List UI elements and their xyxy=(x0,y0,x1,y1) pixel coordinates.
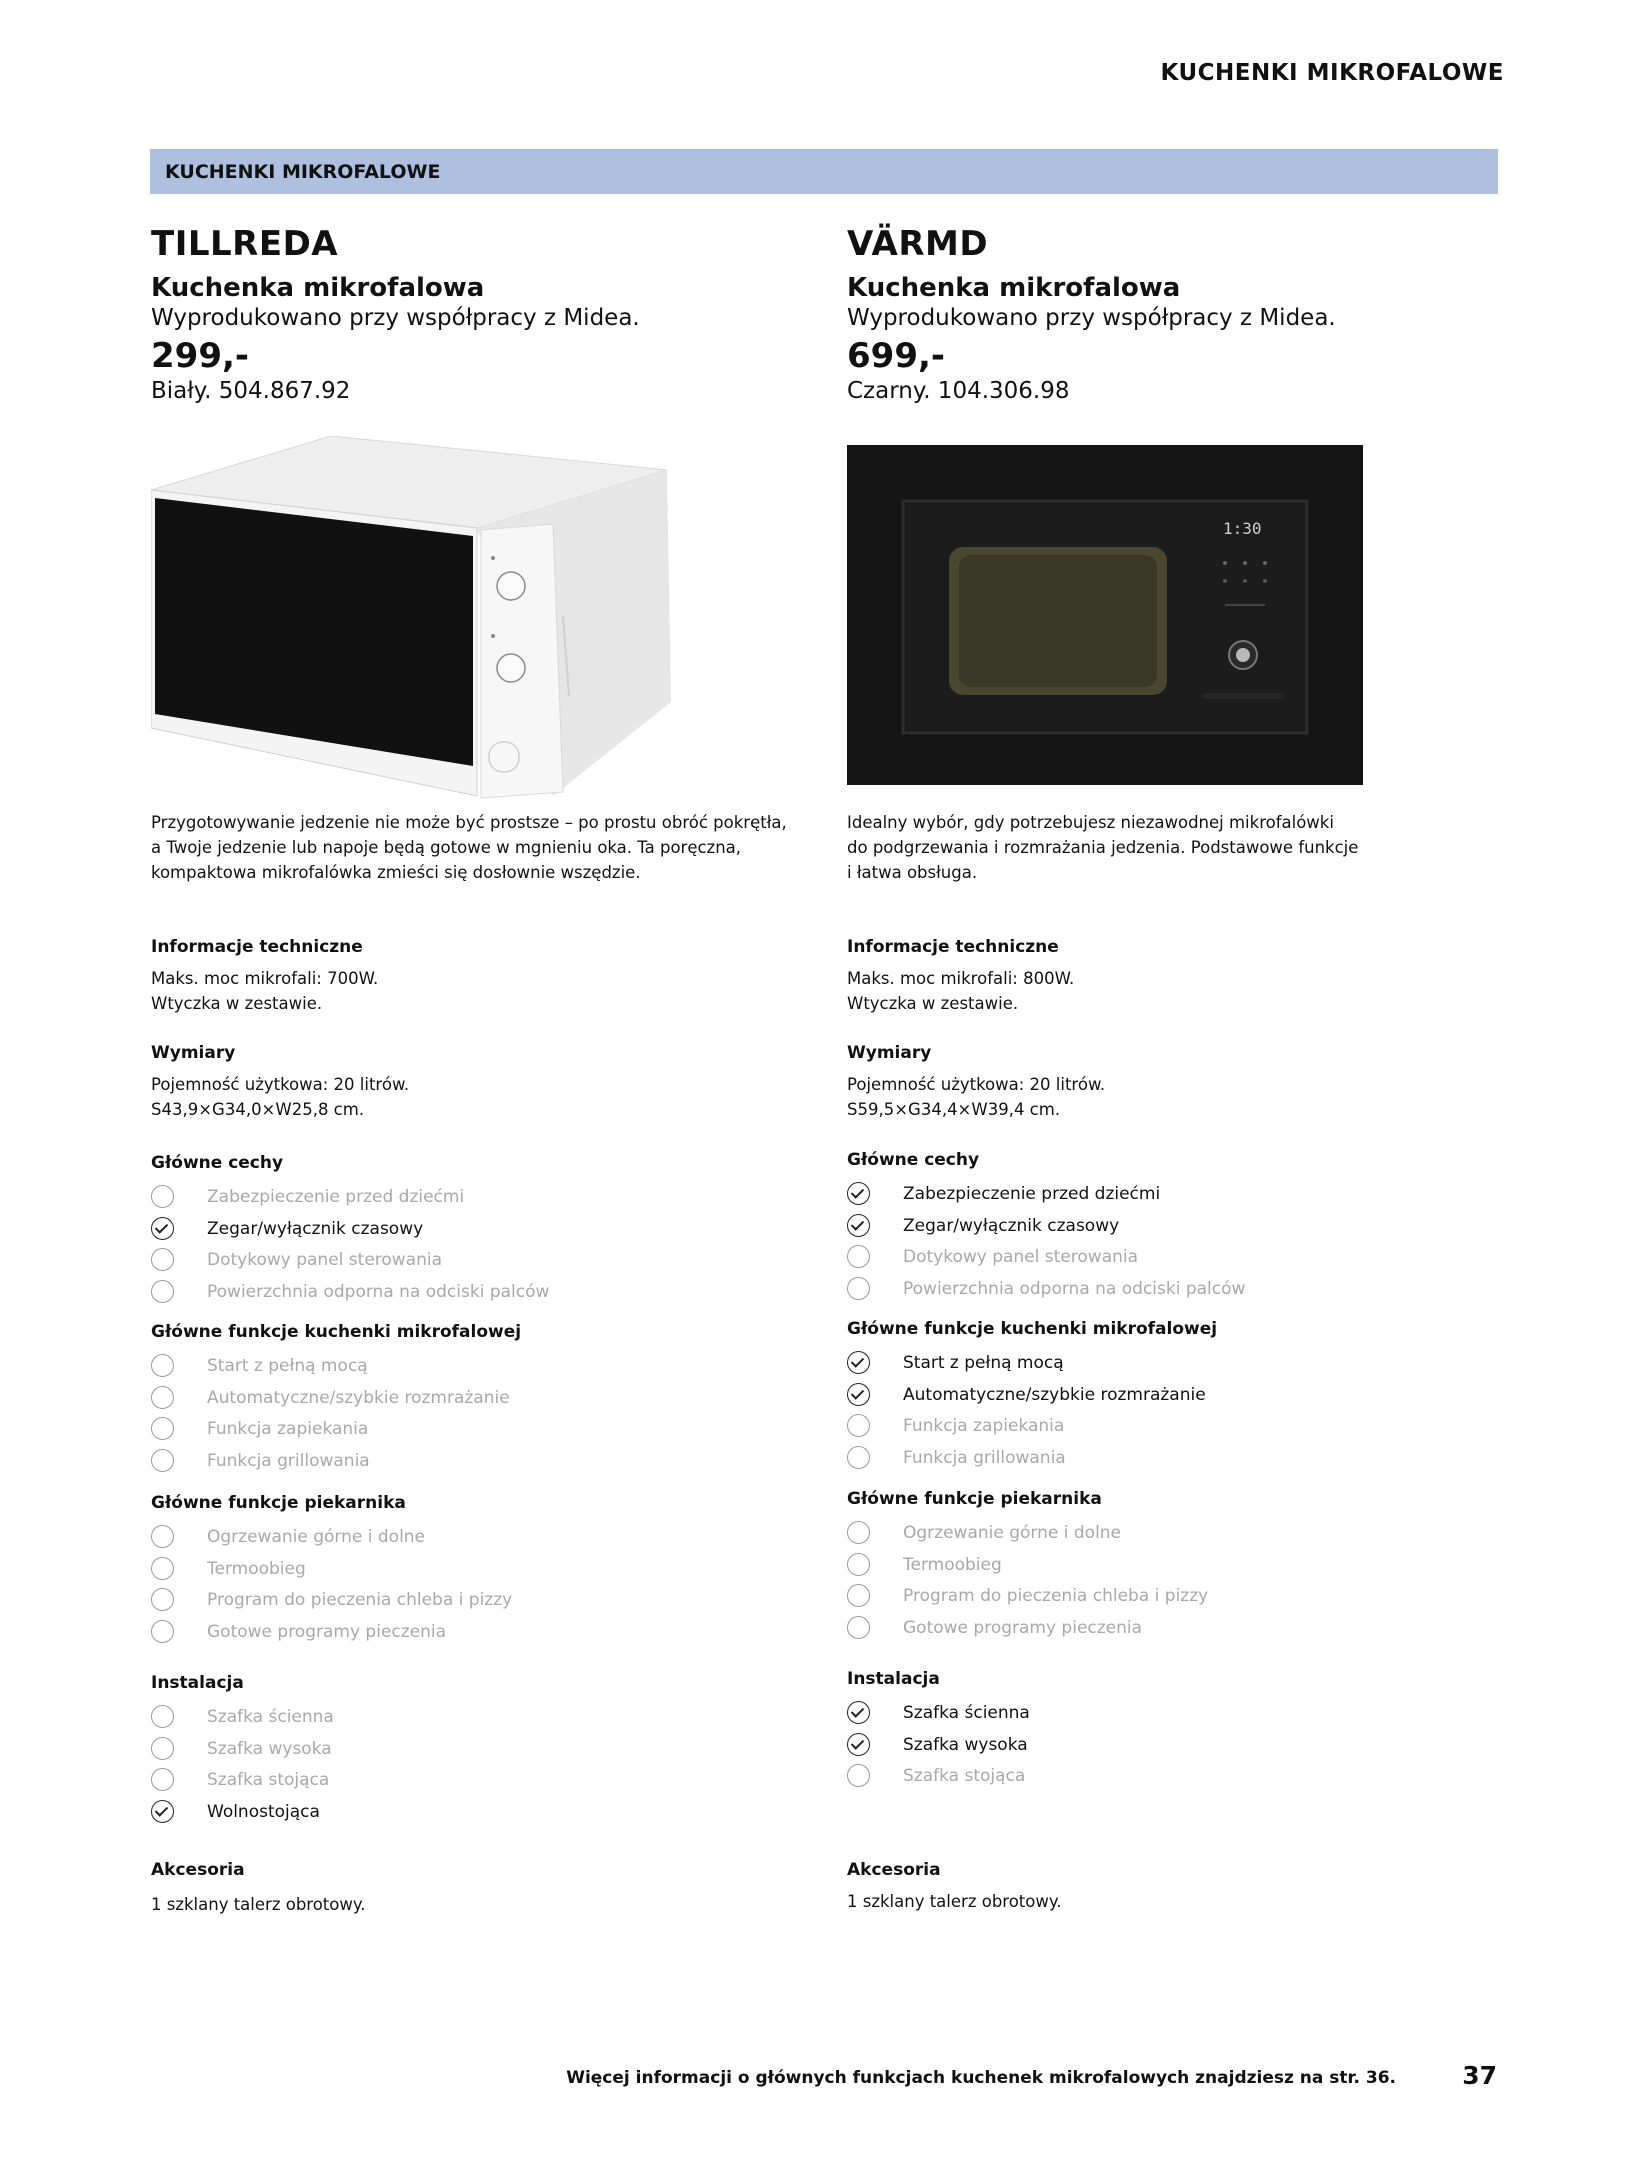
feature-label: Dotykowy panel sterowania xyxy=(207,1250,443,1270)
checkmark-circle-icon xyxy=(151,1800,174,1823)
feature-row xyxy=(151,1705,751,1731)
feature-row xyxy=(151,1737,751,1763)
feature-label: Start z pełną mocą xyxy=(207,1356,368,1376)
checkmark-circle-icon xyxy=(847,1733,870,1756)
dimensions-line: S43,9×G34,0×W25,8 cm. xyxy=(151,1100,365,1119)
empty-circle-icon xyxy=(847,1446,870,1469)
feature-label: Start z pełną mocą xyxy=(903,1353,1064,1373)
empty-circle-icon xyxy=(847,1764,870,1787)
feature-row xyxy=(847,1182,1447,1208)
feature-label: Automatyczne/szybkie rozmrażanie xyxy=(903,1384,1206,1405)
feature-label: Funkcja zapiekania xyxy=(207,1419,369,1439)
feature-label: Zabezpieczenie przed dziećmi xyxy=(903,1184,1161,1204)
feature-row xyxy=(151,1417,751,1443)
feature-label: Funkcja zapiekania xyxy=(903,1416,1065,1436)
feature-row xyxy=(847,1616,1447,1642)
tech-info-title: Informacje techniczne xyxy=(847,937,1059,957)
feature-group-title: Główne funkcje piekarnika xyxy=(847,1489,1102,1509)
product-image-white-microwave xyxy=(151,436,677,800)
feature-label: Program do pieczenia chleba i pizzy xyxy=(207,1590,513,1610)
empty-circle-icon xyxy=(151,1185,174,1208)
feature-row xyxy=(151,1557,751,1583)
feature-row xyxy=(847,1764,1447,1790)
dimensions-title: Wymiary xyxy=(847,1043,932,1063)
feature-label: Szafka wysoka xyxy=(903,1734,1028,1755)
feature-label: Termoobieg xyxy=(903,1554,1002,1575)
feature-row xyxy=(151,1280,751,1306)
feature-row xyxy=(151,1768,751,1794)
feature-label: Funkcja grillowania xyxy=(207,1450,370,1471)
product-description: Przygotowywanie jedzenie nie może być prostsze – po prostu obróć pokrętła, a Twoje jedzenie lub napoje będą gotowe w mgnieniu oka. Ta poręczna, kompaktowa mikrofalówka zmieści się dosłownie wszędzie. xyxy=(151,813,787,882)
product-image-black-microwave xyxy=(847,445,1363,785)
display-readout: 1:30 xyxy=(1223,519,1262,538)
product-maker: Wyprodukowano przy współpracy z Midea. xyxy=(151,305,640,331)
feature-row xyxy=(151,1449,751,1475)
feature-label: Szafka wysoka xyxy=(207,1738,332,1759)
product-color-code: Biały. 504.867.92 xyxy=(151,378,351,404)
empty-circle-icon xyxy=(151,1557,174,1580)
feature-row xyxy=(847,1383,1447,1409)
section-band xyxy=(150,149,1498,194)
feature-label: Automatyczne/szybkie rozmrażanie xyxy=(207,1387,510,1408)
page-number: 37 xyxy=(1462,2061,1497,2090)
feature-row xyxy=(151,1386,751,1412)
feature-group-title: Główne cechy xyxy=(151,1153,284,1173)
product-type: Kuchenka mikrofalowa xyxy=(151,273,485,303)
feature-row xyxy=(151,1354,751,1380)
feature-label: Ogrzewanie górne i dolne xyxy=(207,1527,426,1547)
feature-label: Gotowe programy pieczenia xyxy=(207,1621,447,1642)
dimensions-line: Pojemność użytkowa: 20 litrów. xyxy=(151,1075,410,1094)
feature-row xyxy=(151,1800,751,1826)
feature-group-title: Główne funkcje piekarnika xyxy=(151,1493,406,1513)
feature-label: Powierzchnia odporna na odciski palców xyxy=(903,1278,1246,1299)
feature-label: Szafka stojąca xyxy=(903,1766,1026,1786)
checkmark-circle-icon xyxy=(151,1217,174,1240)
footer-note: Więcej informacji o głównych funkcjach kuchenek mikrofalowych znajdziesz na str. 36. xyxy=(566,2068,1396,2088)
empty-circle-icon xyxy=(151,1386,174,1409)
feature-label: Wolnostojąca xyxy=(207,1801,320,1822)
feature-group-title: Główne funkcje kuchenki mikrofalowej xyxy=(847,1319,1218,1339)
feature-label: Program do pieczenia chleba i pizzy xyxy=(903,1586,1209,1606)
feature-label: Powierzchnia odporna na odciski palców xyxy=(207,1281,550,1302)
feature-label: Szafka ścienna xyxy=(207,1707,334,1727)
empty-circle-icon xyxy=(151,1620,174,1643)
feature-row xyxy=(847,1414,1447,1440)
tech-info-line: Maks. moc mikrofali: 700W. xyxy=(151,969,379,988)
product-name: VÄRMD xyxy=(847,224,989,264)
feature-label: Termoobieg xyxy=(207,1558,306,1579)
feature-row xyxy=(847,1245,1447,1271)
empty-circle-icon xyxy=(151,1449,174,1472)
accessories-line: 1 szklany talerz obrotowy. xyxy=(847,1892,1062,1911)
feature-label: Ogrzewanie górne i dolne xyxy=(903,1523,1122,1543)
tech-info-line: Maks. moc mikrofali: 800W. xyxy=(847,969,1075,988)
empty-circle-icon xyxy=(847,1553,870,1576)
feature-row xyxy=(847,1553,1447,1579)
feature-row xyxy=(847,1214,1447,1240)
product-price: 299,- xyxy=(151,336,249,376)
empty-circle-icon xyxy=(151,1525,174,1548)
feature-label: Zegar/wyłącznik czasowy xyxy=(207,1218,424,1239)
empty-circle-icon xyxy=(151,1705,174,1728)
checkmark-circle-icon xyxy=(847,1351,870,1374)
accessories-line: 1 szklany talerz obrotowy. xyxy=(151,1895,366,1914)
product-color-code: Czarny. 104.306.98 xyxy=(847,378,1070,404)
feature-label: Funkcja grillowania xyxy=(903,1447,1066,1468)
accessories-title: Akcesoria xyxy=(847,1860,941,1880)
product-name: TILLREDA xyxy=(151,224,339,264)
empty-circle-icon xyxy=(151,1417,174,1440)
feature-row xyxy=(847,1584,1447,1610)
empty-circle-icon xyxy=(151,1768,174,1791)
dimensions-line: Pojemność użytkowa: 20 litrów. xyxy=(847,1075,1106,1094)
feature-row xyxy=(151,1525,751,1551)
page-header: KUCHENKI MIKROFALOWE xyxy=(1160,60,1504,86)
empty-circle-icon xyxy=(847,1414,870,1437)
feature-group-title: Główne funkcje kuchenki mikrofalowej xyxy=(151,1322,522,1342)
dimensions-line: S59,5×G34,4×W39,4 cm. xyxy=(847,1100,1061,1119)
product-price: 699,- xyxy=(847,336,945,376)
feature-group-title: Instalacja xyxy=(151,1673,244,1693)
feature-label: Szafka stojąca xyxy=(207,1770,330,1790)
tech-info-title: Informacje techniczne xyxy=(151,937,363,957)
empty-circle-icon xyxy=(151,1280,174,1303)
empty-circle-icon xyxy=(151,1248,174,1271)
empty-circle-icon xyxy=(847,1245,870,1268)
feature-label: Szafka ścienna xyxy=(903,1703,1030,1723)
section-band-title: KUCHENKI MIKROFALOWE xyxy=(165,161,441,183)
feature-label: Dotykowy panel sterowania xyxy=(903,1247,1139,1267)
empty-circle-icon xyxy=(151,1737,174,1760)
empty-circle-icon xyxy=(847,1277,870,1300)
feature-row xyxy=(151,1217,751,1243)
empty-circle-icon xyxy=(151,1588,174,1611)
feature-group-title: Główne cechy xyxy=(847,1150,980,1170)
tech-info-line: Wtyczka w zestawie. xyxy=(151,994,323,1013)
feature-row xyxy=(151,1588,751,1614)
feature-row xyxy=(847,1277,1447,1303)
checkmark-circle-icon xyxy=(847,1214,870,1237)
feature-row xyxy=(847,1521,1447,1547)
empty-circle-icon xyxy=(847,1616,870,1639)
feature-row xyxy=(847,1351,1447,1377)
feature-row xyxy=(151,1185,751,1211)
product-maker: Wyprodukowano przy współpracy z Midea. xyxy=(847,305,1336,331)
feature-label: Zegar/wyłącznik czasowy xyxy=(903,1215,1120,1236)
feature-row xyxy=(151,1248,751,1274)
checkmark-circle-icon xyxy=(847,1701,870,1724)
empty-circle-icon xyxy=(847,1521,870,1544)
dimensions-title: Wymiary xyxy=(151,1043,236,1063)
empty-circle-icon xyxy=(151,1354,174,1377)
tech-info-line: Wtyczka w zestawie. xyxy=(847,994,1019,1013)
product-type: Kuchenka mikrofalowa xyxy=(847,273,1181,303)
checkmark-circle-icon xyxy=(847,1182,870,1205)
feature-label: Zabezpieczenie przed dziećmi xyxy=(207,1187,465,1207)
feature-label: Gotowe programy pieczenia xyxy=(903,1617,1143,1638)
feature-row xyxy=(847,1446,1447,1472)
feature-row xyxy=(847,1733,1447,1759)
feature-row xyxy=(847,1701,1447,1727)
feature-group-title: Instalacja xyxy=(847,1669,940,1689)
empty-circle-icon xyxy=(847,1584,870,1607)
checkmark-circle-icon xyxy=(847,1383,870,1406)
accessories-title: Akcesoria xyxy=(151,1860,245,1880)
feature-row xyxy=(151,1620,751,1646)
product-description: Idealny wybór, gdy potrzebujesz niezawodnej mikrofalówki do podgrzewania i rozmrażania jedzenia. Podstawowe funkcje i łatwa obsługa. xyxy=(847,813,1359,882)
